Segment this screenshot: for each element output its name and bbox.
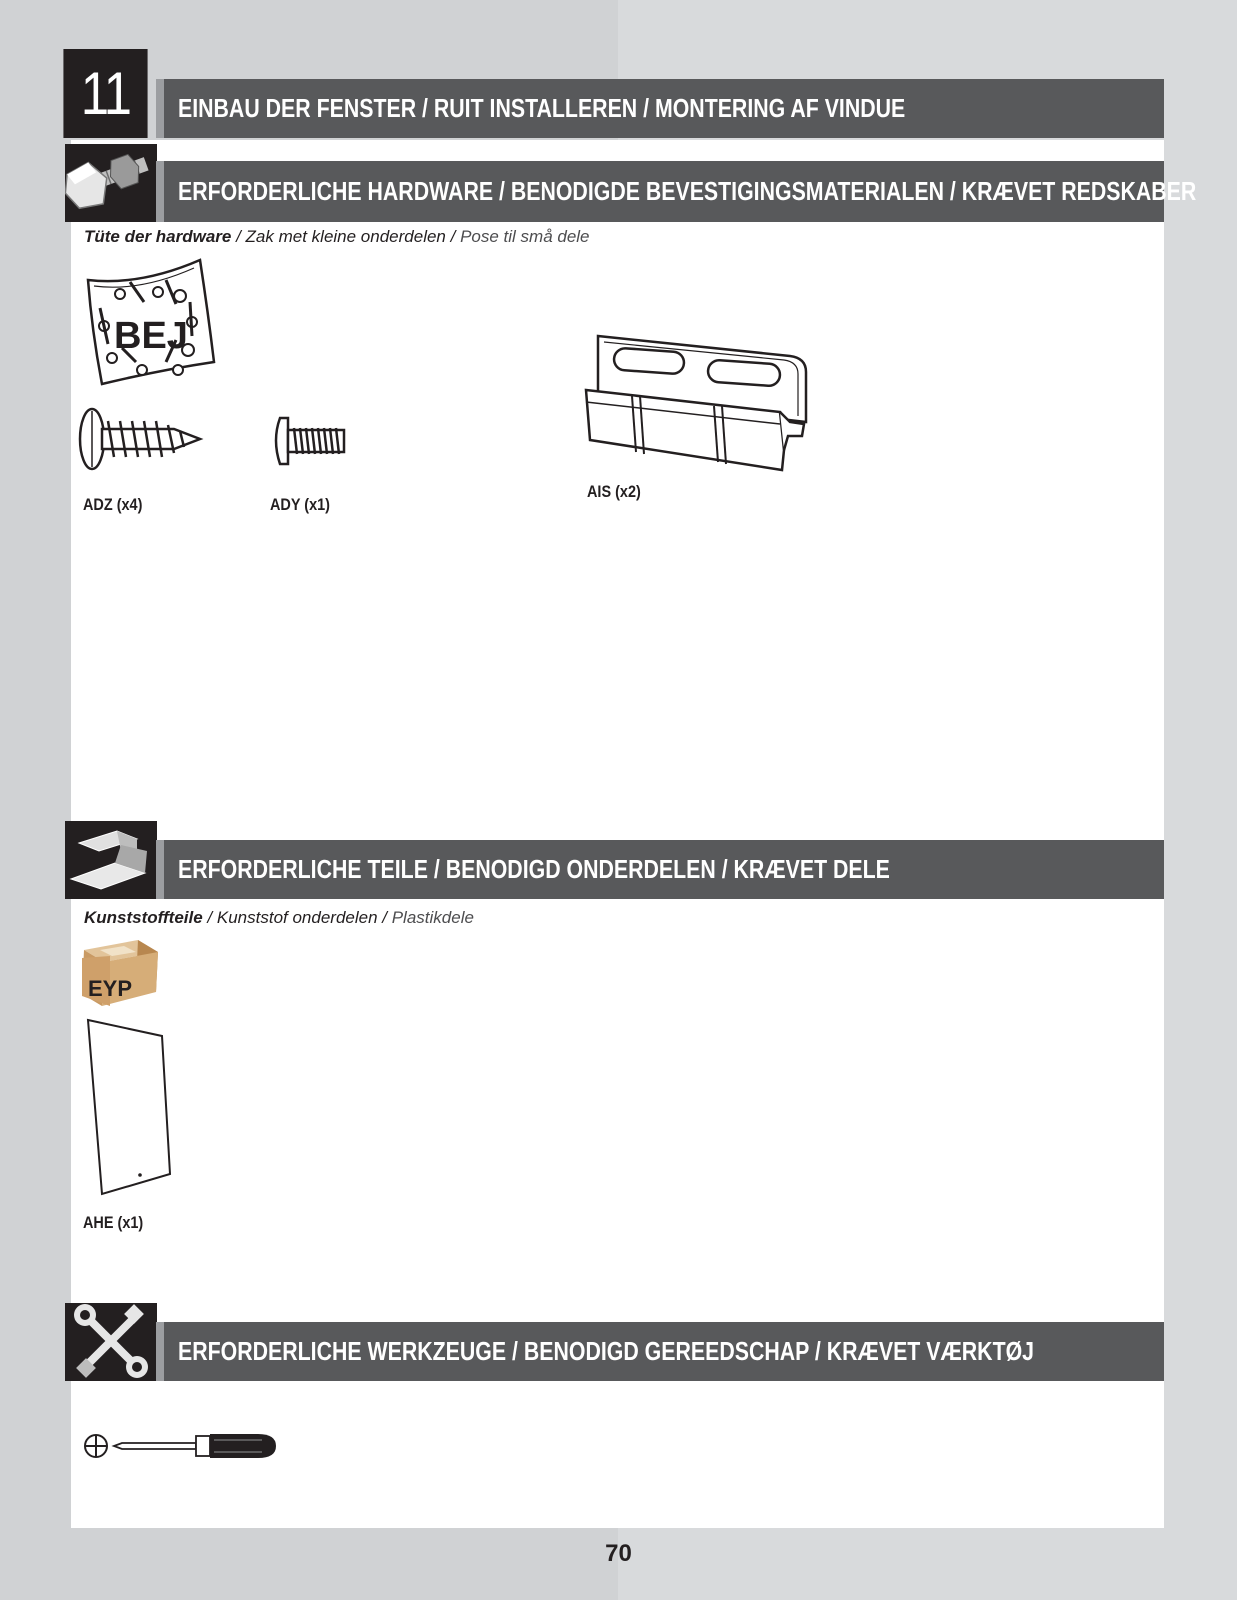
caption-separator: / [445,227,461,246]
hardware-bag-icon [80,252,220,392]
hardware-section-icon [65,144,157,222]
hardware-caption [84,227,590,247]
tools-section-icon [65,1303,157,1381]
hardware-heading-bar [156,161,1197,222]
caption-de: Tüte der hardware [84,227,232,246]
caption-separator: / [202,908,217,927]
parts-section-icon [65,821,157,899]
caption-separator: / [377,908,392,927]
part-label-adz: ADZ (x4) [83,495,143,514]
tools-heading-bar [156,1322,1164,1381]
screw-long-icon [78,405,204,475]
screw-short-icon [270,416,350,466]
parts-box-icon [80,936,162,1010]
parts-heading: ERFORDERLICHE TEILE / BENODIGD ONDERDELEN / KRÆVET DELE [178,854,890,884]
step-title: EINBAU DER FENSTER / RUIT INSTALLEREN / MONTERING AF VINDUE [178,93,906,123]
part-label-ais: AIS (x2) [587,482,641,501]
caption-separator: / [231,227,246,246]
step-number: 11 [63,49,147,138]
caption-nl: Kunststof onderdelen [216,908,378,927]
box-code: EYP [88,976,133,1001]
caption-de: Kunststoffteile [84,908,203,927]
caption-da: Plastikdele [391,908,474,927]
brackets-icon [65,821,157,899]
parts-heading-bar [156,840,1164,899]
parts-caption [84,908,474,928]
tools-heading: ERFORDERLICHE WERKZEUGE / BENODIGD GEREEDSCHAP / KRÆVET VÆRKTØJ [178,1336,1035,1366]
wrench-screwdriver-icon [65,1303,157,1381]
bolt-nut-icon [65,144,157,222]
part-label-ahe: AHE (x1) [83,1213,144,1232]
hardware-heading: ERFORDERLICHE HARDWARE / BENODIGDE BEVESTIGINGSMATERIALEN / KRÆVET REDSKABER [178,176,1197,206]
window-clip-icon [584,332,820,482]
window-panel-icon [82,1016,174,1198]
page-number: 70 [605,1540,632,1567]
caption-nl: Zak met kleine onderdelen [245,227,446,246]
bag-code: BEJ [114,315,188,357]
phillips-screwdriver-icon [82,1428,282,1464]
caption-da: Pose til små dele [460,227,590,246]
step-title-bar [156,79,1164,138]
part-label-ady: ADY (x1) [270,495,330,514]
